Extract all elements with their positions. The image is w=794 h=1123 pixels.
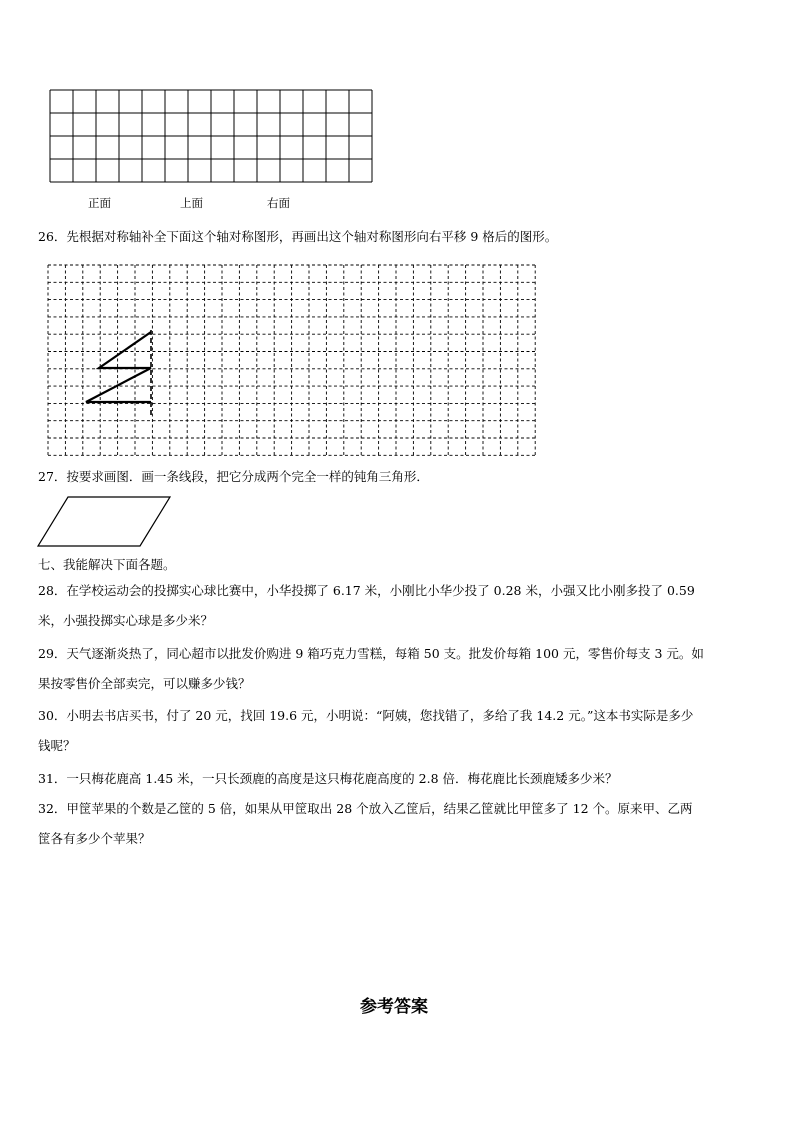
question-29-line-2: 果按零售价全部卖完，可以赚多少钱？	[38, 676, 251, 691]
label-right-view: 右面	[267, 196, 290, 210]
symmetry-dotted-grid	[44, 262, 544, 457]
question-31: 31．一只梅花鹿高 1.45 米，一只长颈鹿的高度是这只梅花鹿高度的 2.8 倍．梅花鹿比长颈鹿矮多少米？	[38, 771, 618, 786]
view-drawing-grid	[44, 86, 384, 196]
question-30-line-1: 30．小明去书店买书，付了 20 元，找回 19.6 元，小明说：“阿姨，您找错了，多给了我 14.2 元。”这本书实际是多少	[38, 708, 694, 723]
label-top-view: 上面	[180, 196, 203, 210]
question-32-line-2: 筐各有多少个苹果？	[38, 831, 151, 846]
question-32-line-1: 32．甲筐苹果的个数是乙筐的 5 倍，如果从甲筐取出 28 个放入乙筐后，结果乙筐就比甲筐多了 12 个。原来甲、乙两	[38, 801, 693, 816]
parallelogram-figure	[36, 494, 176, 554]
question-28-line-1: 28．在学校运动会的投掷实心球比赛中，小华投掷了 6.17 米，小刚比小华少投了 0.28 米，小强又比小刚多投了 0.59	[38, 583, 695, 598]
question-29-line-1: 29．天气逐渐炎热了，同心超市以批发价购进 9 箱巧克力雪糕，每箱 50 支。批发价每箱 100 元，零售价每支 3 元。如	[38, 646, 704, 661]
reference-answers-title: 参考答案	[360, 997, 428, 1017]
question-28-line-2: 米，小强投掷实心球是多少米？	[38, 613, 214, 628]
half-figure	[86, 332, 151, 402]
question-26: 26．先根据对称轴补全下面这个轴对称图形，再画出这个轴对称图形向右平移 9 格后的图形。	[38, 229, 558, 244]
question-30-line-2: 钱呢？	[38, 738, 76, 753]
label-front-view: 正面	[88, 196, 111, 210]
question-27: 27．按要求画图．画一条线段，把它分成两个完全一样的钝角三角形．	[38, 469, 429, 484]
section-7-heading: 七、我能解决下面各题。	[38, 557, 176, 572]
